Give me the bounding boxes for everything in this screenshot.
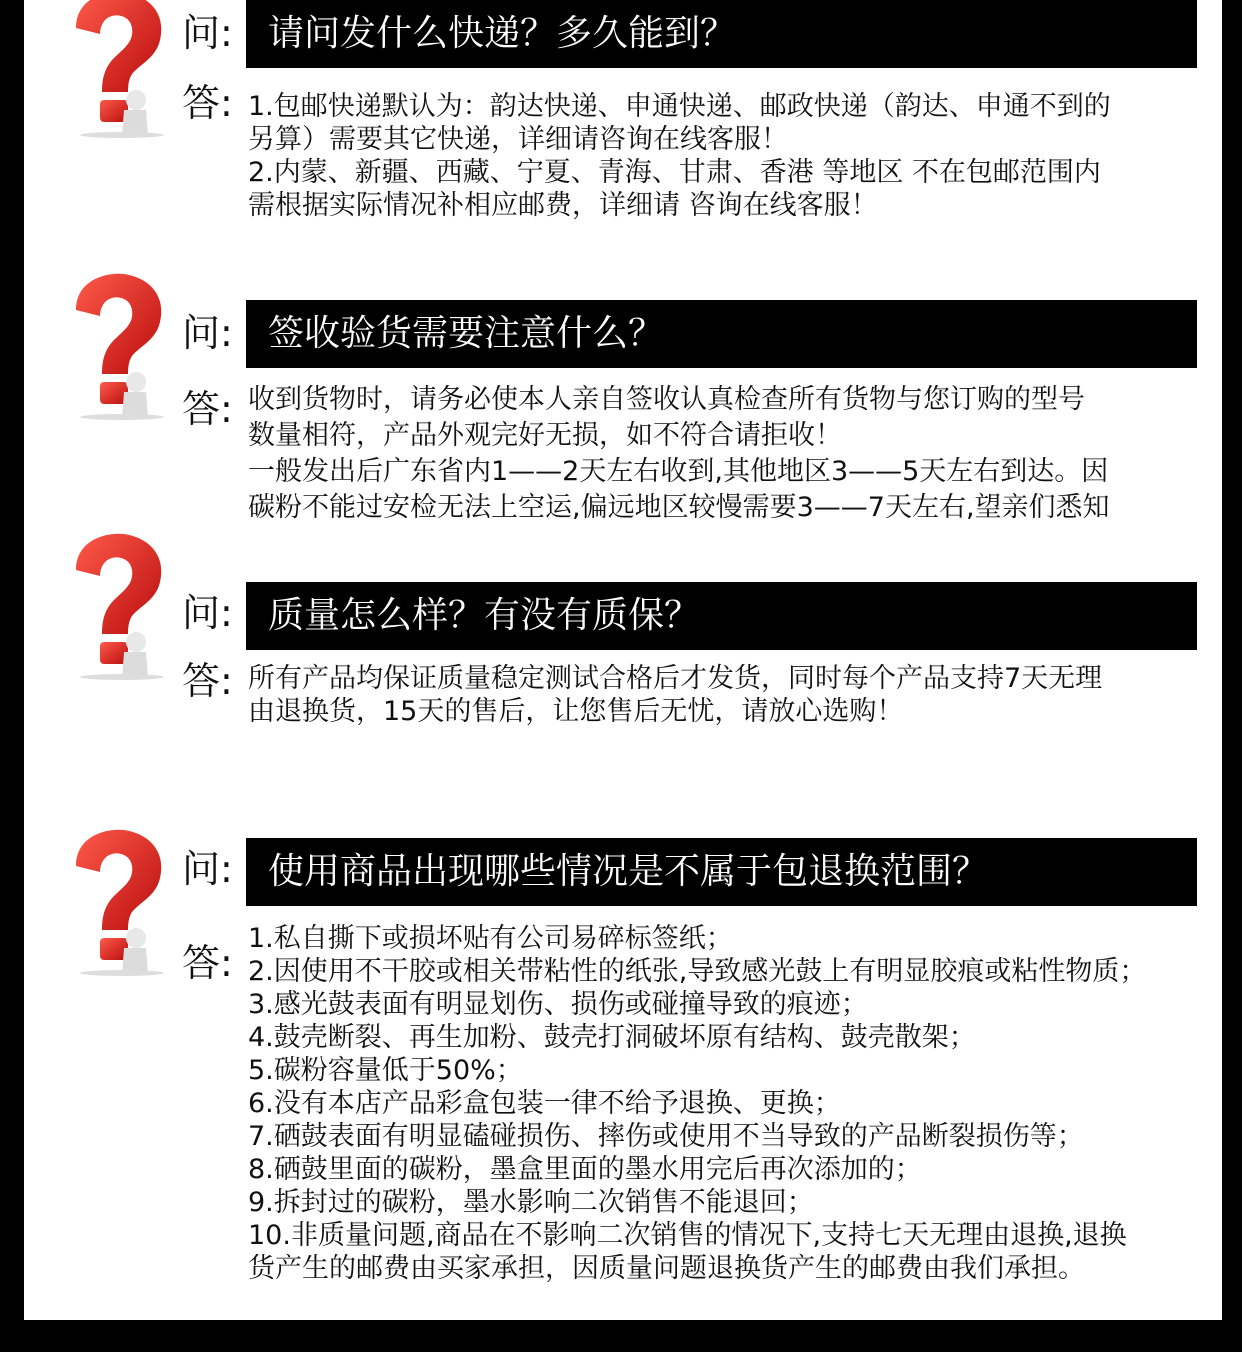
answer-line: 10.非质量问题,商品在不影响二次销售的情况下,支持七天无理由退换,退换: [248, 1220, 1127, 1251]
question-title-bar: 质量怎么样？有没有质保？: [246, 582, 1197, 650]
answer-text: [248, 922, 1198, 1285]
answer-line: 4.鼓壳断裂、再生加粉、鼓壳打洞破坏原有结构、鼓壳散架；: [248, 1022, 976, 1053]
question-title-bar: 使用商品出现哪些情况是不属于包退换范围？: [246, 838, 1197, 906]
question-mark-figure-icon: [62, 0, 170, 138]
answer-label: 答:: [182, 81, 233, 125]
question-mark-figure-icon: [62, 530, 170, 680]
answer-line: 3.感光鼓表面有明显划伤、损伤或碰撞导致的痕迹；: [248, 989, 868, 1020]
answer-line: 所有产品均保证质量稳定测试合格后才发货，同时每个产品支持7天无理: [248, 663, 1103, 694]
question-mark-icon: [62, 530, 170, 680]
question-label: 问:: [182, 591, 233, 635]
answer-line: 9.拆封过的碳粉，墨水影响二次销售不能退回；: [248, 1187, 814, 1218]
answer-label: 答:: [182, 941, 233, 985]
answer-line: 6.没有本店产品彩盒包装一律不给予退换、更换；: [248, 1088, 841, 1119]
answer-line: 5.碳粉容量低于50%；: [248, 1055, 523, 1086]
answer-line: 碳粉不能过安检无法上空运,偏远地区较慢需要3——7天左右,望亲们悉知: [248, 492, 1110, 523]
answer-line: 另算）需要其它快递，详细请咨询在线客服！: [248, 124, 788, 155]
answer-line: 收到货物时，请务必使本人亲自签收认真检查所有货物与您订购的型号: [248, 384, 1085, 415]
question-mark-icon: [62, 826, 170, 976]
answer-line: 7.硒鼓表面有明显磕碰损伤、摔伤或使用不当导致的产品断裂损伤等；: [248, 1121, 1084, 1152]
answer-line: 货产生的邮费由买家承担，因质量问题退换货产生的邮费由我们承担。: [248, 1253, 1085, 1284]
question-title-bar: 签收验货需要注意什么？: [246, 300, 1197, 368]
answer-line: 数量相符，产品外观完好无损，如不符合请拒收！: [248, 420, 842, 451]
answer-text: [248, 662, 1198, 728]
answer-line: 1.包邮快递默认为：韵达快递、申通快递、邮政快递（韵达、申通不到的: [248, 91, 1111, 122]
answer-line: 2.内蒙、新疆、西藏、宁夏、青海、甘肃、香港 等地区 不在包邮范围内: [248, 157, 1101, 188]
question-mark-figure-icon: [62, 270, 170, 420]
answer-text: [248, 382, 1198, 526]
answer-line: 由退换货，15天的售后，让您售后无忧，请放心选购！: [248, 696, 904, 727]
answer-label: 答:: [182, 387, 233, 431]
answer-line: 需根据实际情况补相应邮费，详细请 咨询在线客服！: [248, 190, 878, 221]
answer-line: 1.私自撕下或损坏贴有公司易碎标签纸；: [248, 923, 733, 954]
question-mark-icon: [62, 0, 170, 138]
question-mark-icon: [62, 270, 170, 420]
question-label: 问:: [182, 847, 233, 891]
question-label: 问:: [182, 311, 233, 355]
answer-label: 答:: [182, 659, 233, 703]
question-mark-figure-icon: [62, 826, 170, 976]
answer-line: 一般发出后广东省内1——2天左右收到,其他地区3——5天左右到达。因: [248, 456, 1109, 487]
question-title-bar: 请问发什么快递？多久能到？: [246, 0, 1197, 68]
answer-line: 2.因使用不干胶或相关带粘性的纸张,导致感光鼓上有明显胶痕或粘性物质；: [248, 956, 1147, 987]
answer-line: 8.硒鼓里面的碳粉，墨盒里面的墨水用完后再次添加的；: [248, 1154, 922, 1185]
question-label: 问:: [182, 11, 233, 55]
answer-text: [248, 90, 1198, 222]
